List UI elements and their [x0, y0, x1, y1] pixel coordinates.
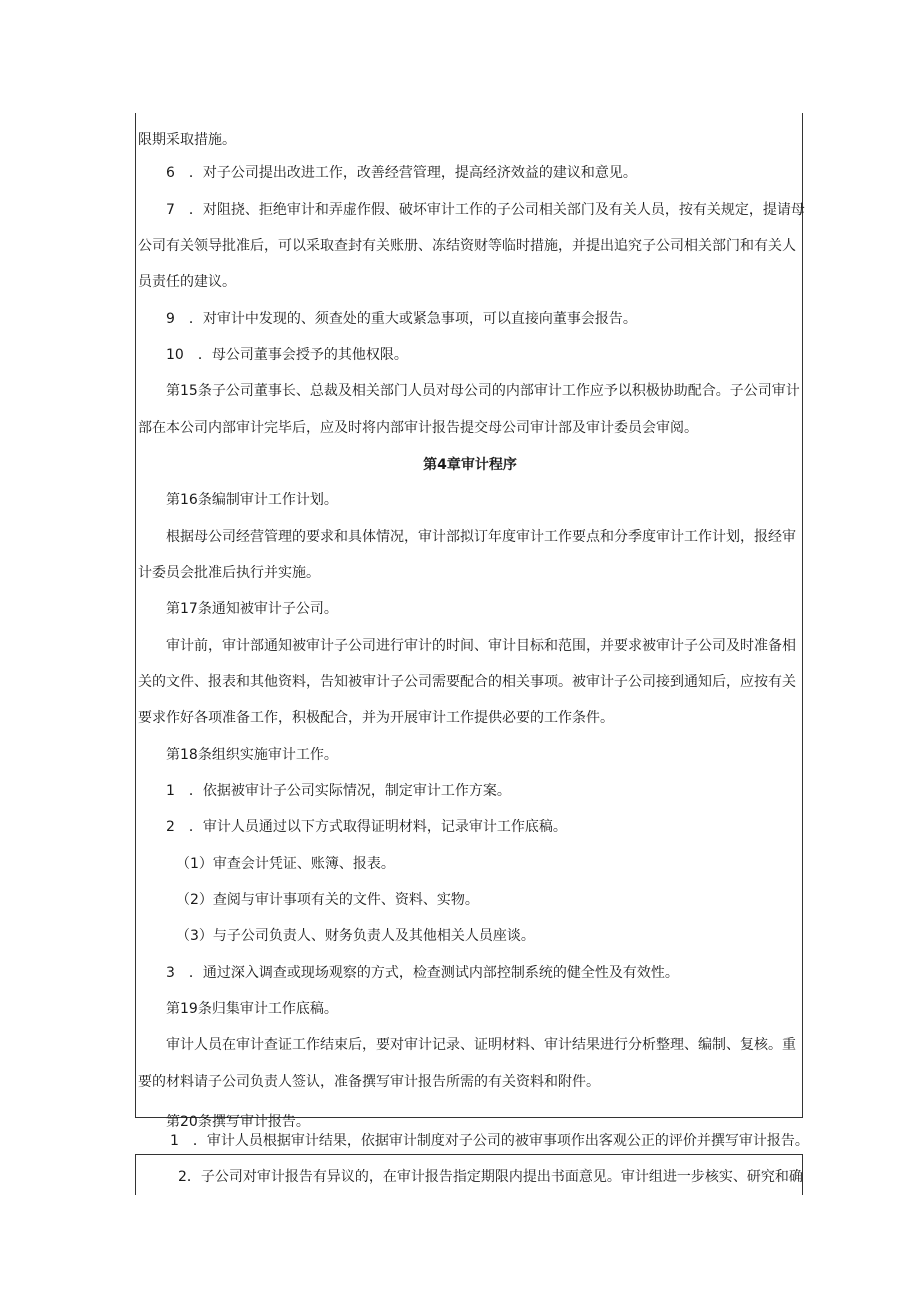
- text-line: 1 ．审计人员根据审计结果，依据审计制度对子公司的被审事项作出客观公正的评价并撰写审计报告。: [170, 1133, 809, 1149]
- text-line: 第19条归集审计工作底稿。: [166, 1001, 338, 1017]
- chapter-heading: 第4章审计程序: [423, 457, 517, 473]
- text-line: 审计人员在审计查证工作结束后，要对审计记录、证明材料、审计结果进行分析整理、编制、复核。重: [166, 1037, 796, 1053]
- text-line: 关的文件、报表和其他资料，告知被审计子公司需要配合的相关事项。被审计子公司接到通知后，应按有关: [138, 674, 796, 690]
- text-line: 根据母公司经营管理的要求和具体情况，审计部拟订年度审计工作要点和分季度审计工作计划，报经审: [166, 529, 796, 545]
- text-line: 第17条通知被审计子公司。: [166, 601, 338, 617]
- text-line: 限期采取措施。: [138, 132, 236, 148]
- text-line: 审计前，审计部通知被审计子公司进行审计的时间、审计目标和范围，并要求被审计子公司及时准备相: [166, 638, 796, 654]
- text-line: 计委员会批准后执行并实施。: [138, 565, 320, 581]
- text-line: 第20条撰写审计报告。: [166, 1114, 310, 1130]
- text-line: 要的材料请子公司负责人签认，准备撰写审计报告所需的有关资料和附件。: [138, 1074, 600, 1090]
- text-line: 2．子公司对审计报告有异议的，在审计报告指定期限内提出书面意见。审计组进一步核实、研究和确: [178, 1169, 803, 1185]
- text-line: 3 ．通过深入调查或现场观察的方式，检查测试内部控制系统的健全性及有效性。: [166, 965, 679, 981]
- text-line: 1 ．依据被审计子公司实际情况，制定审计工作方案。: [166, 783, 511, 799]
- text-line: 第16条编制审计工作计划。: [166, 492, 338, 508]
- text-line: 7 ．对阻挠、拒绝审计和弄虚作假、破坏审计工作的子公司相关部门及有关人员，按有关规定，提请母: [166, 202, 805, 218]
- text-line: 第15条子公司董事长、总裁及相关部门人员对母公司的内部审计工作应予以积极协助配合。子公司审计: [166, 383, 800, 399]
- text-line: （3）与子公司负责人、财务负责人及其他相关人员座谈。: [176, 928, 535, 944]
- text-line: 2 ．审计人员通过以下方式取得证明材料，记录审计工作底稿。: [166, 819, 567, 835]
- text-line: （2）查阅与审计事项有关的文件、资料、实物。: [176, 892, 479, 908]
- text-line: 9 ．对审计中发现的、须查处的重大或紧急事项，可以直接向董事会报告。: [166, 311, 637, 327]
- text-line: 第18条组织实施审计工作。: [166, 747, 338, 763]
- text-line: 员责任的建议。: [138, 274, 236, 290]
- text-line: 6 ．对子公司提出改进工作，改善经营管理，提高经济效益的建议和意见。: [166, 165, 637, 181]
- text-line: （1）审查会计凭证、账簿、报表。: [176, 856, 395, 872]
- text-line: 部在本公司内部审计完毕后，应及时将内部审计报告提交母公司审计部及审计委员会审阅。: [138, 420, 698, 436]
- text-line: 10 ．母公司董事会授予的其他权限。: [166, 347, 408, 363]
- text-line: 要求作好各项准备工作，积极配合，并为开展审计工作提供必要的工作条件。: [138, 710, 614, 726]
- text-line: 公司有关领导批准后，可以采取查封有关账册、冻结资财等临时措施，并提出追究子公司相关部门和有关人: [138, 238, 796, 254]
